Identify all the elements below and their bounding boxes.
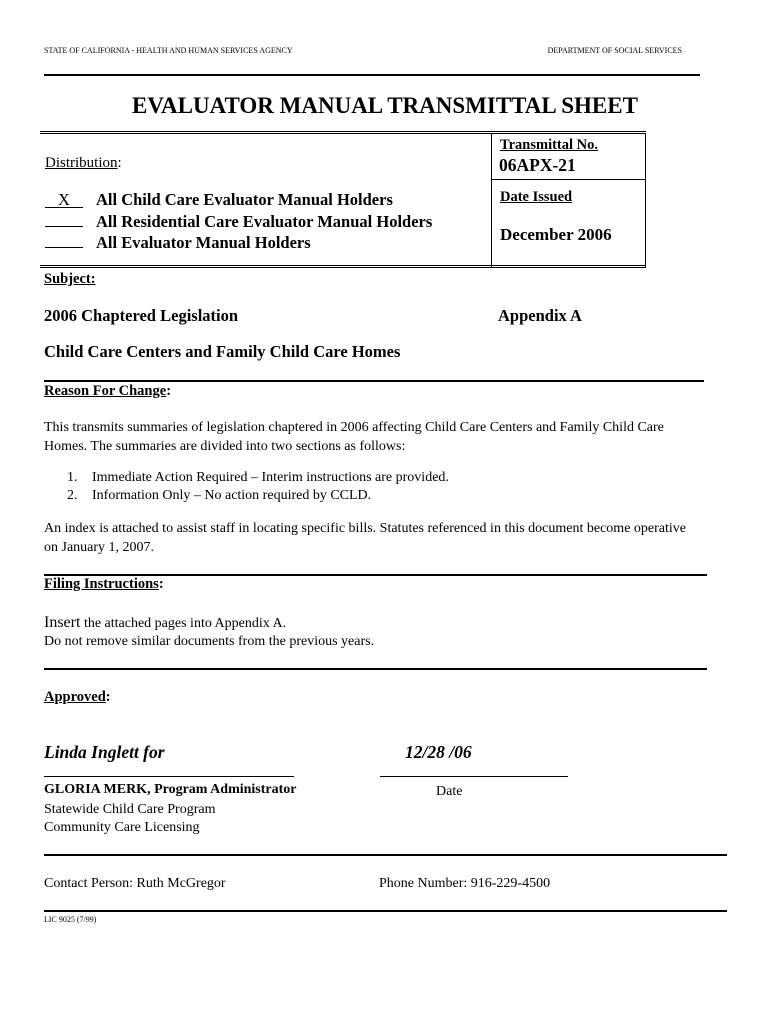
subject-subtitle: Child Care Centers and Family Child Care Homes [44,342,401,361]
transmittal-label: Transmittal No. [500,137,599,153]
reason-list-item [67,486,371,505]
agency-header: STATE OF CALIFORNIA - HEALTH AND HUMAN SERVICES AGENCY [44,46,293,55]
approver-program: Statewide Child Care Program [44,802,216,817]
distribution-label: Distribution: [45,155,122,171]
transmittal-number: 06APX-21 [499,155,576,175]
date-issued-label: Date Issued [500,189,573,205]
distribution-top-rule [40,131,646,134]
insert-word: Insert [44,614,81,631]
distribution-item [45,211,432,232]
distribution-divider [491,133,492,267]
date-issued-value: December 2006 [500,225,612,244]
distribution-item-label: All Residential Care Evaluator Manual Holders [96,212,433,231]
list-item-text: Immediate Action Required – Interim instructions are provided. [92,470,449,485]
reason-rule [44,380,704,382]
distribution-checkmark: X [45,192,83,208]
reason-list-item [67,468,449,487]
distribution-bottom-rule [40,265,646,268]
footer-rule [44,910,727,912]
distribution-item-label: All Child Care Evaluator Manual Holders [96,190,393,209]
index-paragraph: An index is attached to assist staff in locating specific bills. Statutes referenced in this document become operative on January 1, 2007. [44,521,686,555]
reason-label: Reason For Change: [44,383,172,399]
distribution-checkmark [45,232,83,248]
phone-number: Phone Number: 916-229-4500 [379,876,551,891]
distribution-item [45,190,393,210]
filing-line-1 [44,613,286,633]
form-id: LIC 9025 (7/99) [44,915,97,924]
contact-person: Contact Person: Ruth McGregor [44,876,226,891]
reason-paragraph: This transmits summaries of legislation chaptered in 2006 affecting Child Care Centers and Family Child Care Homes. The summaries are divided into two sections as follows: [44,420,664,454]
subject-appendix: Appendix A [498,306,582,325]
list-item-number: 1. [67,470,78,485]
signed-date: 12/28 /06 [405,742,472,762]
page-title: EVALUATOR MANUAL TRANSMITTAL SHEET [132,93,638,118]
distribution-checkmark [45,211,83,227]
date-label: Date [436,784,463,799]
subject-title: 2006 Chaptered Legislation [44,306,239,325]
department-header: DEPARTMENT OF SOCIAL SERVICES [547,46,682,55]
contact-rule [44,854,727,856]
distribution-right-border [645,133,646,267]
distribution-item-label: All Evaluator Manual Holders [96,233,311,252]
list-item-text: Information Only – No action required by CCLD. [92,488,372,503]
approved-rule [44,668,707,670]
signature-line [44,776,294,777]
date-line [380,776,568,777]
filing-label: Filing Instructions: [44,576,164,592]
header-rule [44,74,700,76]
approver-name: GLORIA MERK, Program Administrator [44,782,297,797]
approver-org: Community Care Licensing [44,820,200,835]
transmittal-divider [491,179,646,180]
filing-line-2: Do not remove similar documents from the previous years. [44,634,375,649]
signature: Linda Inglett for [44,742,165,762]
list-item-number: 2. [67,488,78,503]
filing-line-text: the attached pages into Appendix A. [80,616,287,631]
subject-label: Subject: [44,271,96,287]
approved-label: Approved: [44,689,111,705]
distribution-item [45,232,311,253]
